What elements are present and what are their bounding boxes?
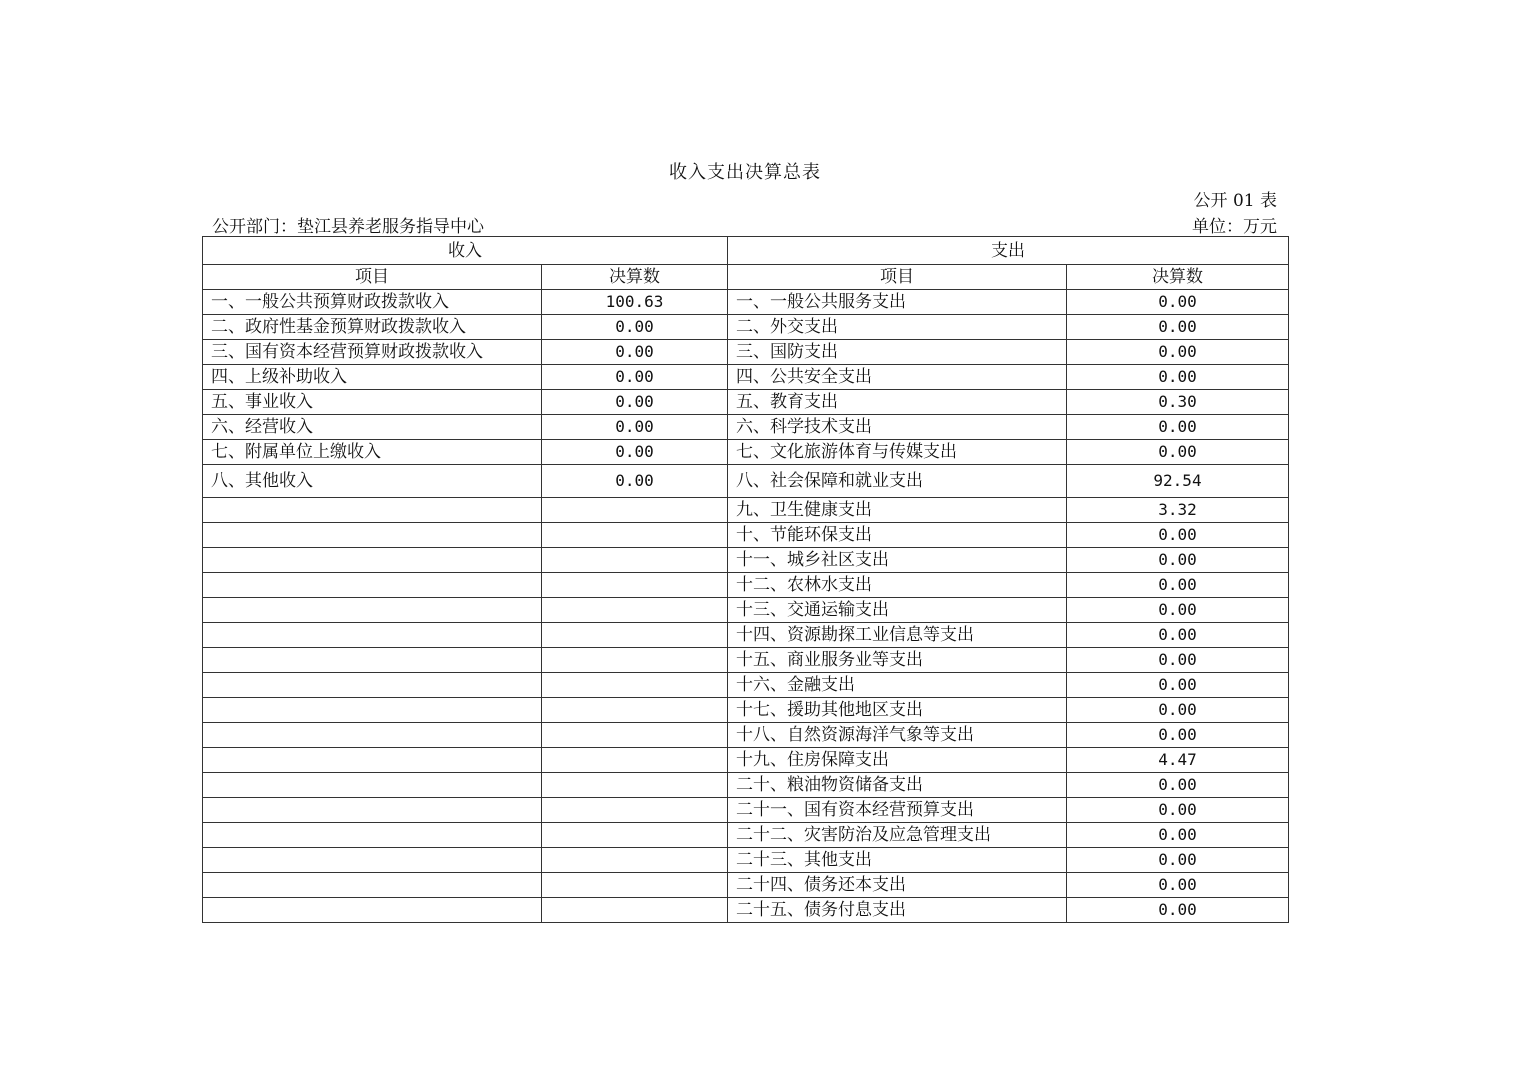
income-amount-cell — [542, 698, 728, 723]
income-item-cell: 二、政府性基金预算财政拨款收入 — [203, 315, 542, 340]
expense-item-cell: 十四、资源勘探工业信息等支出 — [728, 623, 1067, 648]
expense-item-cell: 八、社会保障和就业支出 — [728, 465, 1067, 498]
table-row — [203, 648, 1289, 673]
expense-amount-cell: 4.47 — [1067, 748, 1289, 773]
table-row — [203, 548, 1289, 573]
table-row — [203, 340, 1289, 365]
income-expense-table — [202, 236, 1289, 923]
expense-item-cell: 十六、金融支出 — [728, 673, 1067, 698]
income-item-header: 项目 — [203, 265, 542, 290]
expense-item-cell: 六、科学技术支出 — [728, 415, 1067, 440]
income-amount-cell — [542, 823, 728, 848]
expense-item-cell: 一、一般公共服务支出 — [728, 290, 1067, 315]
expense-item-cell: 十八、自然资源海洋气象等支出 — [728, 723, 1067, 748]
expense-amount-cell: 0.00 — [1067, 848, 1289, 873]
income-amount-cell — [542, 673, 728, 698]
group-header-row — [203, 237, 1289, 265]
income-amount-cell — [542, 873, 728, 898]
income-amount-cell — [542, 548, 728, 573]
income-item-cell — [203, 748, 542, 773]
unit-label: 单位：万元 — [1192, 217, 1277, 237]
income-item-cell — [203, 823, 542, 848]
expense-item-cell: 十三、交通运输支出 — [728, 598, 1067, 623]
income-item-cell: 四、上级补助收入 — [203, 365, 542, 390]
income-amount-cell — [542, 648, 728, 673]
column-header-row — [203, 265, 1289, 290]
expense-amount-cell: 0.00 — [1067, 648, 1289, 673]
expense-item-cell: 三、国防支出 — [728, 340, 1067, 365]
expense-amount-cell: 0.00 — [1067, 823, 1289, 848]
income-item-cell: 八、其他收入 — [203, 465, 542, 498]
income-item-cell — [203, 723, 542, 748]
table-row — [203, 573, 1289, 598]
income-item-cell — [203, 648, 542, 673]
income-group-header: 收入 — [203, 237, 728, 265]
expense-amount-cell: 0.00 — [1067, 673, 1289, 698]
income-item-cell: 七、附属单位上缴收入 — [203, 440, 542, 465]
income-amount-cell — [542, 798, 728, 823]
expense-item-cell: 二十、粮油物资储备支出 — [728, 773, 1067, 798]
income-item-cell — [203, 623, 542, 648]
expense-amount-cell: 0.00 — [1067, 598, 1289, 623]
expense-amount-header: 决算数 — [1067, 265, 1289, 290]
expense-amount-cell: 0.00 — [1067, 898, 1289, 923]
expense-amount-cell: 0.00 — [1067, 798, 1289, 823]
income-amount-cell — [542, 623, 728, 648]
expense-group-header: 支出 — [728, 237, 1289, 265]
income-amount-cell — [542, 898, 728, 923]
income-item-cell — [203, 798, 542, 823]
income-amount-cell — [542, 748, 728, 773]
income-item-cell: 五、事业收入 — [203, 390, 542, 415]
table-row — [203, 773, 1289, 798]
expense-amount-cell: 0.00 — [1067, 873, 1289, 898]
expense-item-cell: 十九、住房保障支出 — [728, 748, 1067, 773]
expense-item-cell: 七、文化旅游体育与传媒支出 — [728, 440, 1067, 465]
income-amount-cell — [542, 573, 728, 598]
income-item-cell — [203, 848, 542, 873]
expense-amount-cell: 0.00 — [1067, 773, 1289, 798]
income-item-cell — [203, 548, 542, 573]
table-row — [203, 898, 1289, 923]
table-row — [203, 315, 1289, 340]
income-item-cell — [203, 598, 542, 623]
expense-amount-cell: 3.32 — [1067, 498, 1289, 523]
table-row — [203, 723, 1289, 748]
income-amount-cell: 0.00 — [542, 465, 728, 498]
income-amount-cell: 0.00 — [542, 440, 728, 465]
income-amount-cell: 0.00 — [542, 390, 728, 415]
income-item-cell: 六、经营收入 — [203, 415, 542, 440]
expense-amount-cell: 0.00 — [1067, 440, 1289, 465]
income-item-cell: 三、国有资本经营预算财政拨款收入 — [203, 340, 542, 365]
expense-item-cell: 二十三、其他支出 — [728, 848, 1067, 873]
income-amount-header: 决算数 — [542, 265, 728, 290]
expense-amount-cell: 0.00 — [1067, 365, 1289, 390]
table-row — [203, 798, 1289, 823]
income-amount-cell — [542, 848, 728, 873]
table-row — [203, 440, 1289, 465]
income-amount-cell — [542, 773, 728, 798]
table-row — [203, 673, 1289, 698]
income-amount-cell: 0.00 — [542, 315, 728, 340]
income-amount-cell — [542, 598, 728, 623]
expense-amount-cell: 0.00 — [1067, 623, 1289, 648]
expense-item-cell: 十二、农林水支出 — [728, 573, 1067, 598]
expense-amount-cell: 0.00 — [1067, 523, 1289, 548]
expense-amount-cell: 92.54 — [1067, 465, 1289, 498]
expense-item-cell: 二十一、国有资本经营预算支出 — [728, 798, 1067, 823]
income-item-cell — [203, 873, 542, 898]
income-amount-cell: 0.00 — [542, 415, 728, 440]
expense-item-cell: 五、教育支出 — [728, 390, 1067, 415]
table-row — [203, 523, 1289, 548]
table-code: 公开 01 表 — [1193, 191, 1277, 211]
table-row — [203, 415, 1289, 440]
expense-amount-cell: 0.00 — [1067, 548, 1289, 573]
table-row — [203, 748, 1289, 773]
department-label: 公开部门：垫江县养老服务指导中心 — [212, 217, 484, 237]
income-amount-cell — [542, 723, 728, 748]
income-amount-cell: 0.00 — [542, 340, 728, 365]
income-item-cell — [203, 673, 542, 698]
income-item-cell: 一、一般公共预算财政拨款收入 — [203, 290, 542, 315]
expense-amount-cell: 0.00 — [1067, 340, 1289, 365]
income-item-cell — [203, 698, 542, 723]
income-item-cell — [203, 498, 542, 523]
income-item-cell — [203, 898, 542, 923]
table-row — [203, 390, 1289, 415]
expense-item-cell: 二十五、债务付息支出 — [728, 898, 1067, 923]
table-row — [203, 873, 1289, 898]
expense-item-cell: 九、卫生健康支出 — [728, 498, 1067, 523]
table-row — [203, 623, 1289, 648]
expense-amount-cell: 0.30 — [1067, 390, 1289, 415]
table-row — [203, 823, 1289, 848]
expense-amount-cell: 0.00 — [1067, 315, 1289, 340]
expense-item-cell: 十五、商业服务业等支出 — [728, 648, 1067, 673]
expense-item-cell: 四、公共安全支出 — [728, 365, 1067, 390]
income-amount-cell — [542, 498, 728, 523]
expense-item-cell: 二十二、灾害防治及应急管理支出 — [728, 823, 1067, 848]
income-amount-cell — [542, 523, 728, 548]
expense-item-cell: 十七、援助其他地区支出 — [728, 698, 1067, 723]
expense-item-cell: 二十四、债务还本支出 — [728, 873, 1067, 898]
expense-amount-cell: 0.00 — [1067, 723, 1289, 748]
expense-amount-cell: 0.00 — [1067, 698, 1289, 723]
income-item-cell — [203, 573, 542, 598]
expense-item-cell: 二、外交支出 — [728, 315, 1067, 340]
table-row — [203, 290, 1289, 315]
income-item-cell — [203, 773, 542, 798]
table-row — [203, 365, 1289, 390]
table-row — [203, 598, 1289, 623]
income-amount-cell: 100.63 — [542, 290, 728, 315]
table-row — [203, 498, 1289, 523]
expense-amount-cell: 0.00 — [1067, 415, 1289, 440]
income-amount-cell: 0.00 — [542, 365, 728, 390]
table-row — [203, 848, 1289, 873]
table-row — [203, 465, 1289, 498]
expense-amount-cell: 0.00 — [1067, 290, 1289, 315]
expense-item-cell: 十一、城乡社区支出 — [728, 548, 1067, 573]
expense-item-header: 项目 — [728, 265, 1067, 290]
table-row — [203, 698, 1289, 723]
expense-amount-cell: 0.00 — [1067, 573, 1289, 598]
expense-item-cell: 十、节能环保支出 — [728, 523, 1067, 548]
page-title: 收入支出决算总表 — [669, 162, 821, 183]
table-body — [203, 237, 1289, 923]
income-item-cell — [203, 523, 542, 548]
